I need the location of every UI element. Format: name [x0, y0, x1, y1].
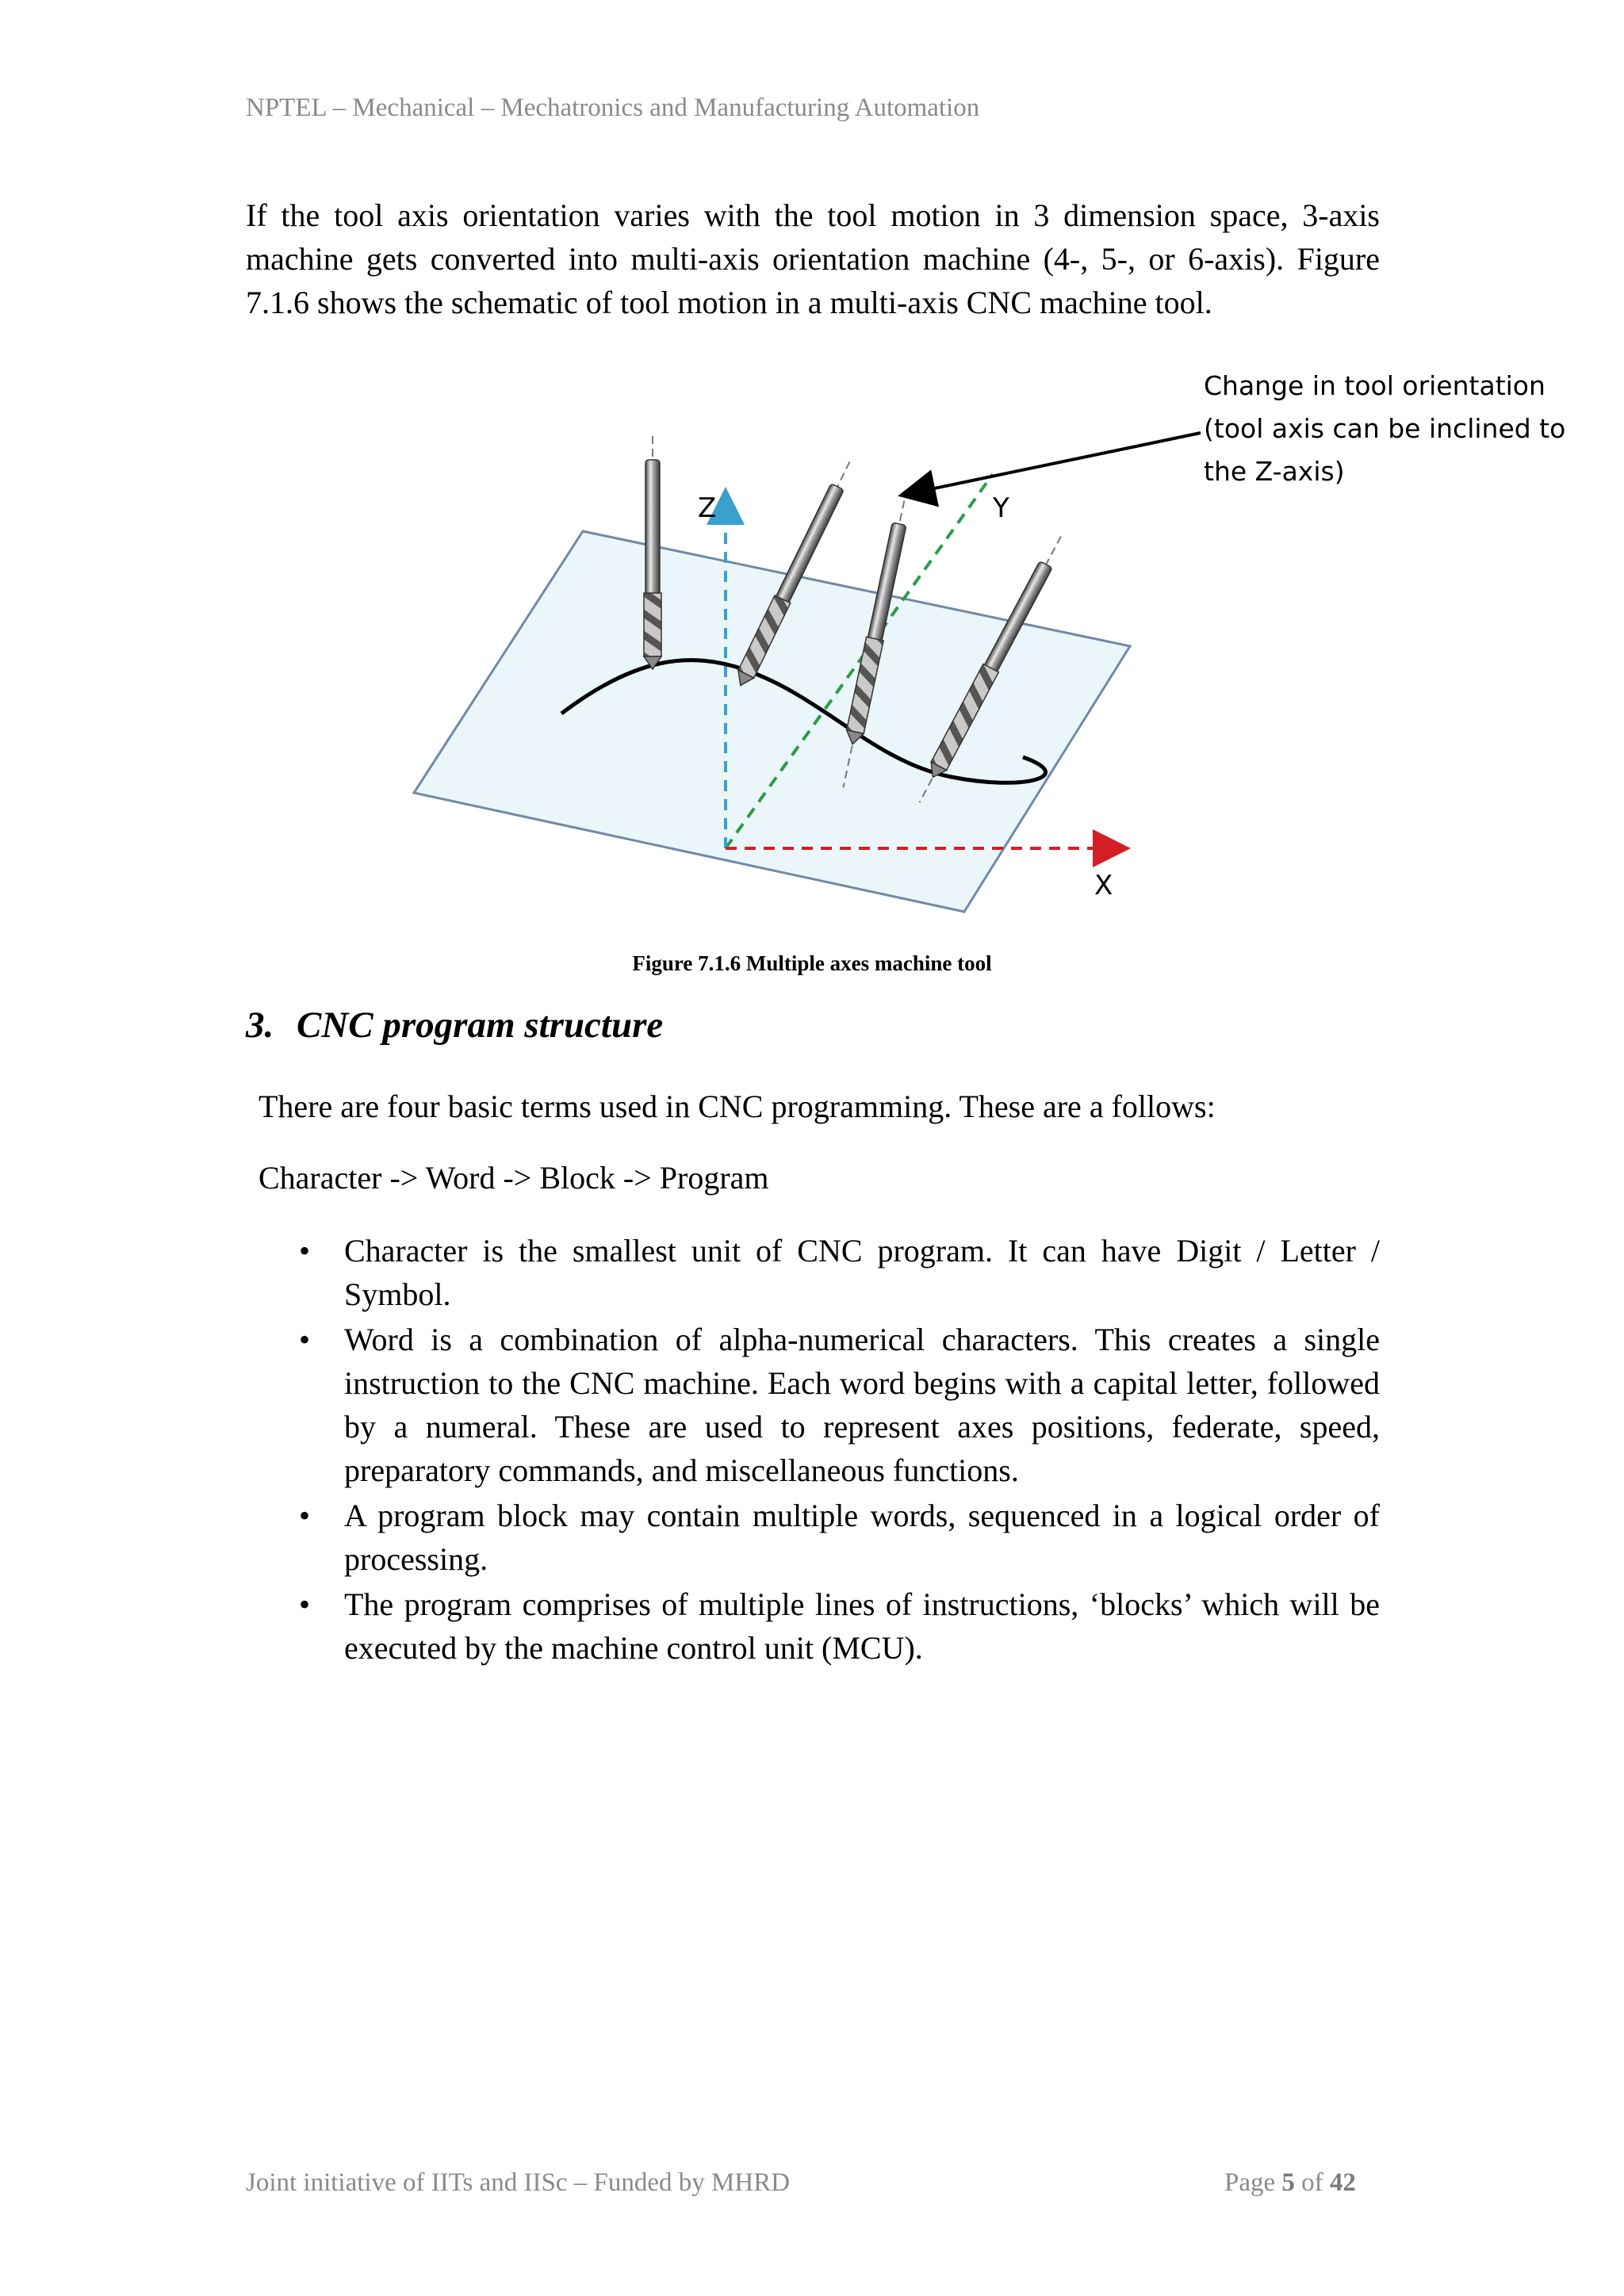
- bullet-icon: •: [298, 1322, 310, 1357]
- annotation-line: the Z-axis): [1204, 456, 1345, 487]
- list-item-text: The program comprises of multiple lines of instructions, ‘blocks’ which will be executed by the machine control unit (MCU).: [344, 1586, 1380, 1666]
- figure-drawing: [396, 365, 1624, 936]
- page-current: 5: [1281, 2168, 1295, 2197]
- annotation-arrow: [904, 433, 1201, 495]
- bullet-list: [297, 1229, 1380, 1671]
- intro-paragraph: If the tool axis orientation varies with the tool motion in 3 dimension space, 3-axis machine gets converted into multi-axis orientation machine (4-, 5-, or 6-axis). Figure 7.1.6 shows the schematic of tool motion in a multi-axis CNC machine tool.: [246, 197, 1380, 320]
- y-axis-label: Y: [993, 492, 1009, 524]
- x-axis-label: X: [1094, 870, 1113, 901]
- bullet-icon: •: [298, 1498, 310, 1533]
- section-title: CNC program structure: [297, 1004, 664, 1046]
- annotation-text: [1204, 370, 1565, 487]
- list-item: [297, 1582, 1380, 1670]
- page-word: Page: [1224, 2168, 1276, 2197]
- page-number: [1224, 2168, 1356, 2198]
- annotation-line: (tool axis can be inclined to: [1204, 413, 1566, 444]
- figure-caption: Figure 7.1.6 Multiple axes machine tool: [632, 951, 992, 975]
- figure-multi-axis-tool: [396, 365, 1624, 936]
- annotation-line: Change in tool orientation: [1204, 370, 1545, 401]
- bullet-icon: •: [298, 1586, 310, 1622]
- z-axis-label: Z: [698, 492, 717, 524]
- list-item: [297, 1494, 1380, 1581]
- list-item: [297, 1318, 1380, 1492]
- of-word: of: [1301, 2168, 1323, 2197]
- section-number: 3.: [246, 1004, 274, 1046]
- list-item: [297, 1229, 1380, 1316]
- list-item-text: Word is a combination of alpha-numerical characters. This creates a single instruction to the CNC machine. Each word begins with a capital letter, followed by a numeral. These are used to represent axes positions, federate, speed, preparatory commands, and miscellaneous functions.: [344, 1322, 1380, 1488]
- list-item-text: A program block may contain multiple words, sequenced in a logical order of processing.: [344, 1498, 1380, 1577]
- terms-sequence: Character -> Word -> Block -> Program: [259, 1160, 769, 1196]
- list-item-text: Character is the smallest unit of CNC program. It can have Digit / Letter / Symbol.: [344, 1233, 1380, 1312]
- bullet-icon: •: [298, 1233, 310, 1269]
- footer-credit: Joint initiative of IITs and IISc – Funded by MHRD: [246, 2168, 791, 2197]
- page-total: 42: [1329, 2168, 1356, 2197]
- section-heading: [246, 1004, 663, 1047]
- page-header: NPTEL – Mechanical – Mechatronics and Manufacturing Automation: [246, 94, 980, 122]
- work-plane: [414, 531, 1130, 912]
- drill-icon: [644, 436, 661, 669]
- terms-intro-paragraph: There are four basic terms used in CNC programming. These are a follows:: [259, 1089, 1216, 1124]
